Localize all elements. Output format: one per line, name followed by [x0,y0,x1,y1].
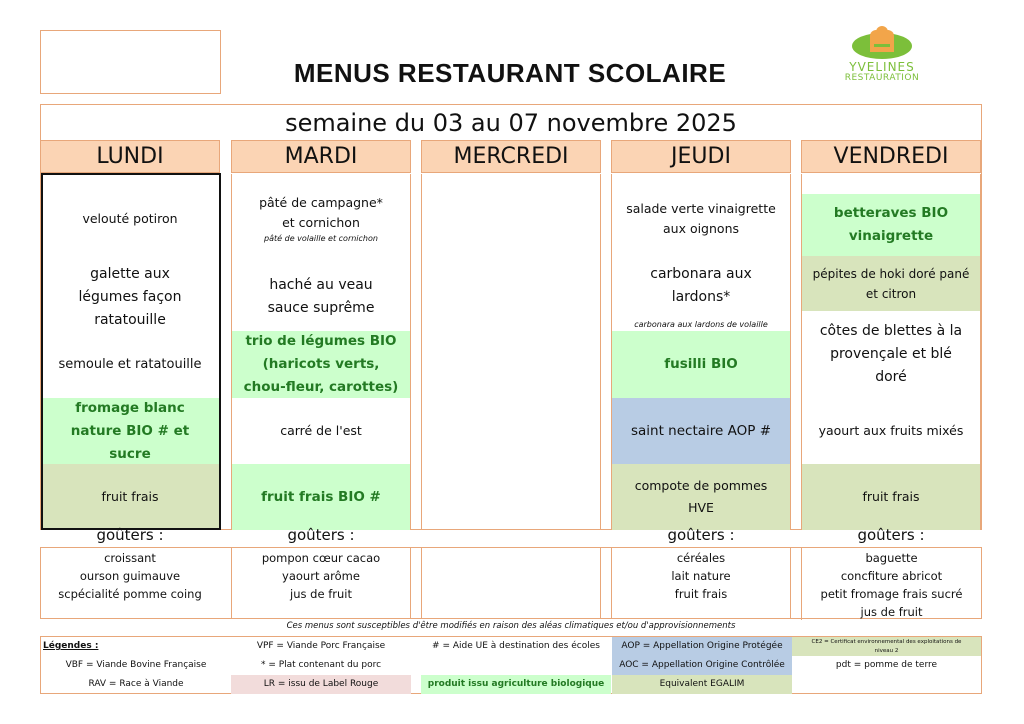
lundi-accompagnement: semoule et ratatouille [58,357,202,372]
jeudi-dessert: compote de pommes HVE [612,464,790,530]
day-column-vendredi [801,140,981,504]
mardi-accompagnement: trio de légumes BIO (haricots verts, chou-fleur, carottes) [232,331,410,398]
mardi-plat: haché au veau sauce suprême [267,277,375,316]
legend-rav: RAV = Race à Viande [88,679,184,689]
mardi-dessert: fruit frais BIO # [232,464,410,530]
legend-aide-ue: # = Aide UE à destination des écoles [432,641,600,651]
lundi-entree: velouté potiron [82,210,178,226]
legend-ce2: CE2 = Certificat environnemental des exploitations de niveau 2 [792,637,981,656]
legend-box [40,636,982,694]
mardi-entree [232,174,410,263]
lundi-plat: galette aux légumes façon ratatouille [78,265,182,328]
current-day-highlight [41,173,221,530]
day-header-mercredi: MERCREDI [421,140,601,173]
legend-title: Légendes : [43,641,99,651]
gouter-item: concfiture abricot [840,569,943,583]
vendredi-laitage: yaourt aux fruits mixés [818,423,964,438]
gouters-title-vendredi: goûters : [857,526,925,544]
logo-text-yvelines: YVELINES [849,60,915,74]
jeudi-plat-text: carbonara aux lardons* [650,266,752,305]
legend-aop: AOP = Appellation Origine Protégée [612,637,792,656]
vendredi-entree: betteraves BIO vinaigrette [802,194,980,256]
chef-hat-icon [850,22,914,60]
gouters-title-jeudi: goûters : [667,526,735,544]
yvelines-logo [832,22,932,92]
gouters-lundi [40,548,220,618]
day-header-vendredi: VENDREDI [801,140,981,173]
legend-lr: LR = issu de Label Rouge [231,675,411,694]
gouter-item: jus de fruit [860,605,923,619]
mardi-laitage: carré de l'est [280,423,362,438]
gouters-mercredi [421,548,601,618]
vendredi-plat: pépites de hoki doré pané et citron [802,256,980,311]
legend-vbf: VBF = Viande Bovine Française [65,660,207,670]
gouter-item: scpécialité pomme coing [58,587,202,601]
gouter-item: céréales [676,551,726,565]
school-logo-placeholder [40,30,221,94]
vendredi-accompagnement: côtes de blettes à la provençale et blé doré [819,323,963,385]
mardi-entree-text: pâté de campagne* et cornichon [259,194,383,230]
gouter-item: pompon cœur cacao [261,551,381,565]
gouter-item: baguette [865,551,918,565]
jeudi-entree: salade verte vinaigrette aux oignons [626,200,776,236]
week-label: semaine du 03 au 07 novembre 2025 [285,109,737,137]
jeudi-plat [612,263,790,331]
day-header-mardi: MARDI [231,140,411,173]
logo-text-restauration: RESTAURATION [844,73,920,83]
mardi-entree-note: pâté de volaille et cornichon [264,233,378,243]
lundi-laitage: fromage blanc nature BIO # et sucre [41,398,219,464]
day-column-mardi [231,140,411,505]
gouters-vendredi [801,548,981,620]
jeudi-accompagnement: fusilli BIO [612,331,790,398]
jeudi-laitage: saint nectaire AOP # [612,398,790,464]
legend-vpf: VPF = Viande Porc Française [256,641,386,651]
day-header-lundi: LUNDI [40,140,220,173]
day-header-jeudi: JEUDI [611,140,791,173]
gouter-item: petit fromage frais sucré [820,587,963,601]
vendredi-dessert: fruit frais [802,464,980,530]
gouters-mardi [231,548,411,618]
gouter-item: ourson guimauve [79,569,181,583]
gouters-jeudi [611,548,791,618]
legend-pdt: pdt = pomme de terre [835,660,938,670]
disclaimer: Ces menus sont susceptibles d'être modifiés en raison des aléas climatiques et/ou d'approvisionnements [286,621,736,631]
gouter-item: fruit frais [674,587,728,601]
gouter-item: lait nature [671,569,731,583]
gouter-item: yaourt arôme [282,569,360,583]
jeudi-plat-note: carbonara aux lardons de volaille [634,320,768,329]
day-column-jeudi [611,140,791,515]
lundi-dessert: fruit frais [41,464,219,530]
page-title: MENUS RESTAURANT SCOLAIRE [293,58,727,88]
gouters-title-lundi: goûters : [96,526,164,544]
day-column-mercredi [421,140,601,173]
legend-egalim: Equivalent EGALIM [612,675,792,694]
gouter-item: jus de fruit [290,587,352,601]
gouter-item: croissant [104,551,156,565]
day-column-lundi [40,140,220,504]
legend-aoc: AOC = Appellation Origine Contrôlée [612,656,792,675]
legend-bio: produit issu agriculture biologique [421,675,611,694]
mercredi-empty [421,174,601,530]
legend-porc: * = Plat contenant du porc [260,660,382,670]
gouters-title-mardi: goûters : [287,526,355,544]
